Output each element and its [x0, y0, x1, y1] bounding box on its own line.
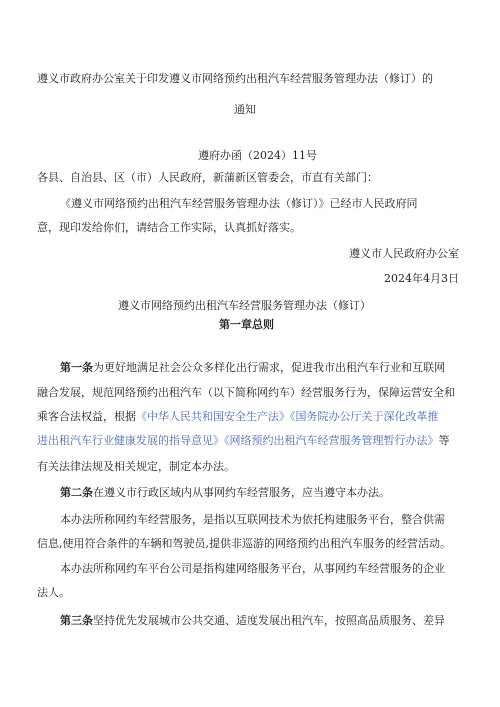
chapter-title: 第一章总则: [219, 318, 274, 331]
article1-line5: 有关法律法规及相关规定，制定本办法。: [37, 460, 235, 473]
article3-label: 第三条: [60, 614, 93, 627]
article3-text: 坚持优先发展城市公共交通、适度发展出租汽车，按照高品质服务、差异: [93, 614, 445, 627]
article2-label: 第二条: [60, 486, 93, 499]
measures-title: 遵义市网络预约出租汽车经营服务管理办法（修订）: [118, 299, 371, 312]
platform-definition-line2: 法人。: [37, 586, 70, 599]
issuer: 遵义市人民政府办公室: [349, 247, 459, 260]
document-number: 遵府办函（2024）11号: [198, 149, 317, 162]
recipients: 各县、自治县、区（市）人民政府，新蒲新区管委会，市直有关部门：: [37, 171, 378, 184]
notice-title-line2: 通知: [234, 103, 256, 116]
body-paragraph-line1: 《遵义市网络预约出租汽车经营服务管理办法（修订）》已经市人民政府同: [60, 197, 418, 210]
article1-label: 第一条: [60, 361, 93, 374]
article3-line1: [60, 612, 445, 628]
article1-line4: [37, 432, 450, 448]
article1-line2: 融合发展，规范网络预约出租汽车（以下简称网约车）经营服务行为，保障运营安全和: [37, 386, 455, 399]
article1-text1: 为更好地满足社会公众多样化出行需求，促进我市出租汽车行业和互联网: [93, 361, 445, 374]
article1-text3: 乘客合法权益，根据: [37, 410, 136, 423]
service-definition-line2: 信息,使用符合条件的车辆和驾驶员,提供非巡游的网络预约出租汽车服务的经营活动。: [37, 537, 451, 550]
issue-date: 2024年4月3日: [384, 272, 459, 285]
law-reference-link[interactable]: 《中华人民共和国安全生产法》《国务院办公厅关于深化改革推: [136, 410, 439, 423]
article1-line3: [37, 408, 439, 424]
article1-text4: 等: [438, 434, 450, 447]
service-definition-line1: 本办法所称网约车经营服务，是指以互联网技术为依托构建服务平台，整合供需: [60, 513, 445, 526]
article2-text: 在遵义市行政区域内从事网约车经营服务，应当遵守本办法。: [93, 486, 390, 499]
platform-definition-line1: 本办法所称网约车平台公司是指构建网络服务平台，从事网约车经营服务的企业: [60, 562, 445, 575]
policy-reference-link[interactable]: 进出租汽车行业健康发展的指导意见》《网络预约出租汽车经营服务管理暂行办法》: [37, 434, 439, 447]
article2-line1: [60, 484, 390, 500]
body-paragraph-line2: 意，现印发给你们，请结合工作实际，认真抓好落实。: [37, 221, 301, 234]
notice-title-line1: 遵义市政府办公室关于印发遵义市网络预约出租汽车经营服务管理办法（修订）的: [37, 72, 433, 85]
article1-line1: [60, 359, 445, 375]
